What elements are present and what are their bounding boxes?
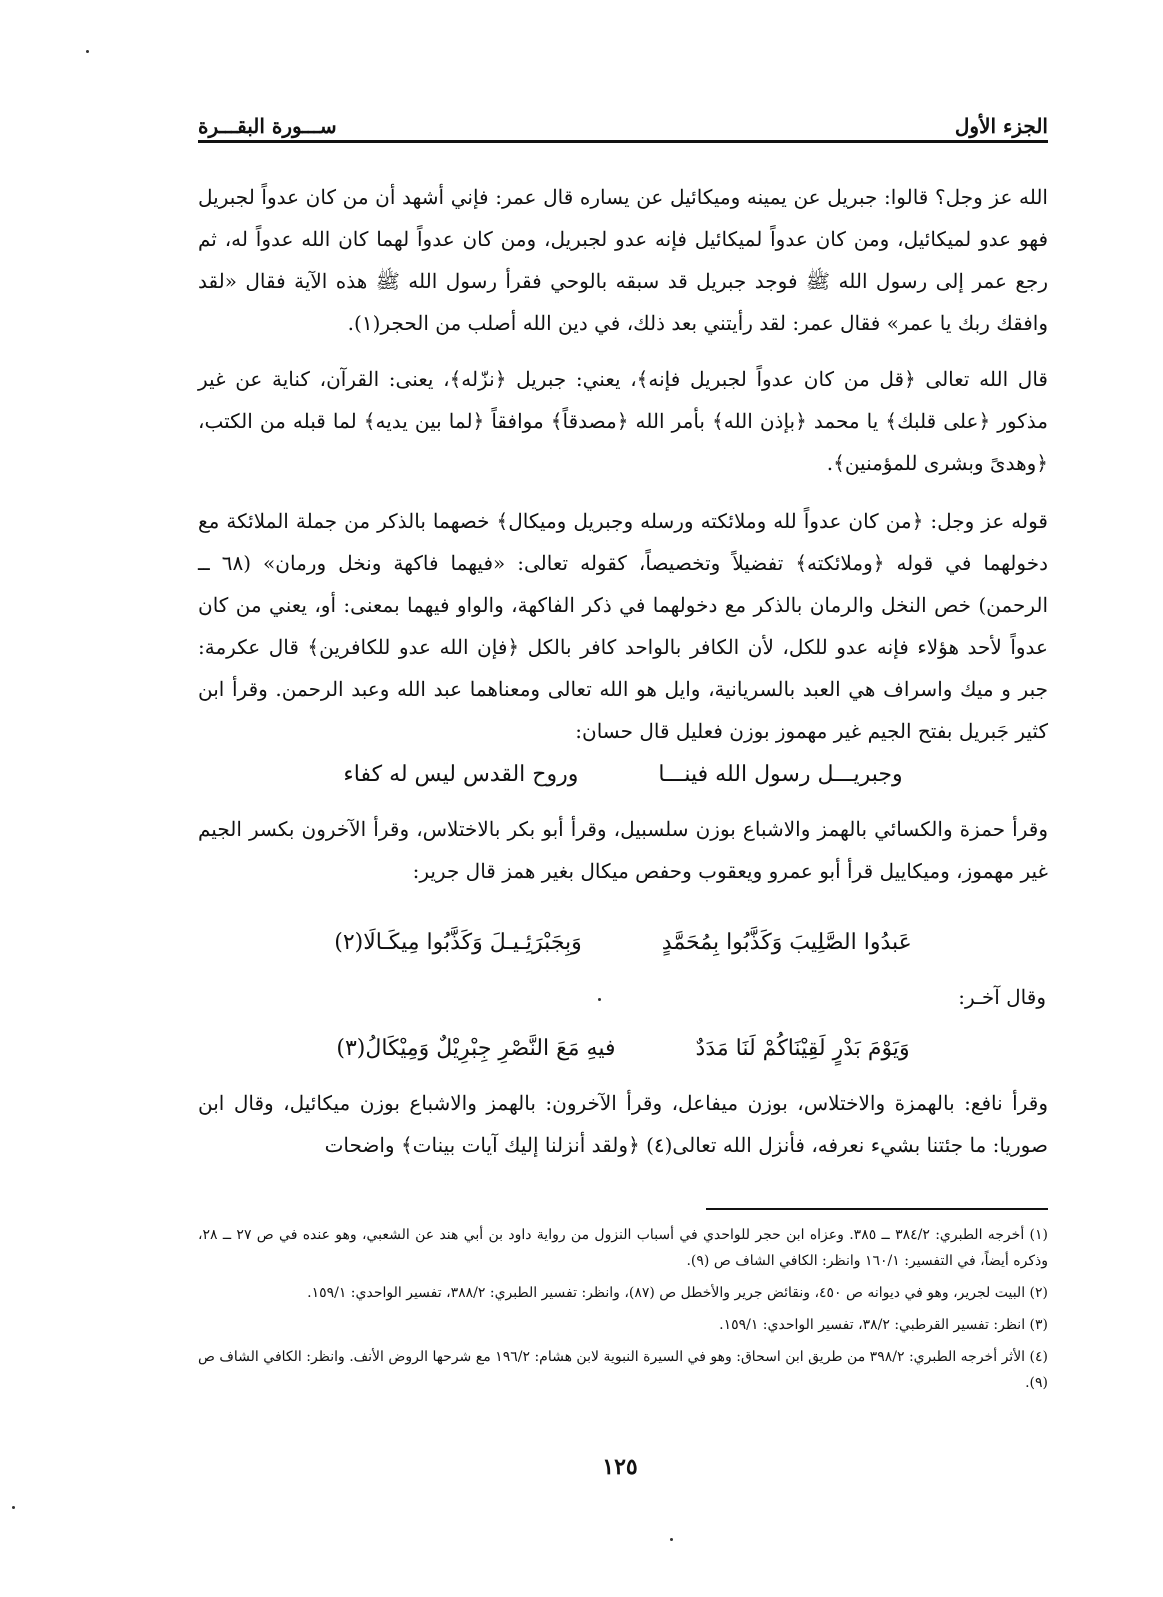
page-number: ١٢٥ xyxy=(602,1454,638,1480)
scan-speck xyxy=(670,1538,673,1541)
verse-first-hemistich: عَبدُوا الصَّلِيبَ وَكَذَّبُوا بِمُحَمَّدٍ xyxy=(661,929,912,955)
verse-second-hemistich: وروح القدس ليس له كفاء xyxy=(343,761,579,787)
surah-title: ســـورة البقـــرة xyxy=(198,114,337,138)
scan-speck xyxy=(598,998,601,1001)
header-rule xyxy=(198,140,1048,143)
verse-second-hemistich: فيهِ مَعَ النَّصْرِ جِبْرِيْلٌ وَمِيْكَالُ(٣) xyxy=(336,1035,616,1061)
footnote: (٣) انظر: تفسير القرطبي: ٣٨/٢، تفسير الواحدي: ١٥٩/١. xyxy=(719,1317,1048,1333)
running-header xyxy=(198,98,1048,138)
verse-first-hemistich: وجبريـــل رسول الله فينـــا xyxy=(658,761,903,787)
part-title: الجزء الأول xyxy=(954,114,1048,138)
poetry-verse xyxy=(198,920,1048,964)
footnote: (٤) الأثر أخرجه الطبري: ٣٩٨/٢ من طريق ابن اسحاق: وهو في السيرة النبوية لابن هشام: ١٩٦/٢ مع شرحها الروض الأنف. وانظر: الكافي الشاف ص (٩). xyxy=(198,1349,1049,1391)
paragraph: وقرأ نافع: بالهمزة والاختلاس، بوزن ميفاعل، وقرأ الآخرون: بالهمز والاشباع بوزن ميكائيل، وقال ابن صوريا: ما جئتنا بشيء نعرفه، فأنزل الله تعالى(٤) ﴿ولقد أنزلنا إليك آيات بينات﴾ واضحات xyxy=(198,1091,1048,1157)
scan-speck xyxy=(86,50,89,53)
paragraph: وقرأ حمزة والكسائي بالهمز والاشباع بوزن سلسبيل، وقرأ أبو بكر بالاختلاس، وقرأ الآخرون بكسر الجيم غير مهموز، وميكاييل قرأ أبو عمرو ويعقوب وحفص ميكال بغير همز قال جرير: xyxy=(198,817,1048,883)
paragraph: الله عز وجل؟ قالوا: جبريل عن يمينه وميكائيل عن يساره قال عمر: فإني أشهد أن من كان عدواً لجبريل فهو عدو لميكائيل، ومن كان عدواً لميكائيل فإنه عدو لجبريل، ومن كان عدواً لهما كان الله عدواً له، ثم رجع عمر إلى رسول الله ﷺ فوجد جبريل قد سبقه بالوحي فقرأ رسول الله ﷺ هذه الآية فقال «لقد وافقك ربك يا عمر» فقال عمر: لقد رأيتني بعد ذلك، في دين الله أصلب من الحجر(١). xyxy=(198,185,1048,335)
footnotes xyxy=(198,1222,1048,1402)
poetry-verse xyxy=(198,1026,1048,1070)
verse-first-hemistich: وَيَوْمَ بَدْرٍ لَقِيْنَاكُمْ لَنَا مَدَدٌ xyxy=(695,1035,910,1061)
paragraph: قوله عز وجل: ﴿من كان عدواً لله وملائكته ورسله وجبريل وميكال﴾ خصهما بالذكر من جملة الملائكة مع دخولهما في قوله ﴿وملائكته﴾ تفضيلاً وتخصيصاً، كقوله تعالى: «فيهما فاكهة ونخل ورمان» (٦٨ ــ الرحمن) خص النخل والرمان بالذكر مع دخولهما في ذكر الفاكهة، والواو فيهما بمعنى: أو، يعني من كان عدواً لأحد هؤلاء فإنه عدو للكل، لأن الكافر بالواحد كافر بالكل ﴿فإن الله عدو للكافرين﴾ قال عكرمة: جبر و ميك واسراف هي العبد بالسريانية، وايل هو الله تعالى ومعناهما عبد الله وعبد الرحمن. وقرأ ابن كثير جَبريل بفتح الجيم غير مهموز بوزن فعليل قال حسان: xyxy=(198,509,1049,743)
paragraph: قال الله تعالى ﴿قل من كان عدواً لجبريل فإنه﴾، يعني: جبريل ﴿نزّله﴾، يعنى: القرآن، كناية عن غير مذكور ﴿على قلبك﴾ يا محمد ﴿بإذن الله﴾ بأمر الله ﴿مصدقاً﴾ موافقاً ﴿لما بين يديه﴾ لما قبله من الكتب، ﴿وهدىً وبشرى للمؤمنين﴾. xyxy=(198,367,1048,475)
verse-intro: وقال آخـر: xyxy=(958,985,1046,1009)
poetry-verse xyxy=(198,752,1048,796)
scan-speck xyxy=(12,1506,15,1509)
footnote: (١) أخرجه الطبري: ٣٨٤/٢ ــ ٣٨٥. وعزاه ابن حجر للواحدي في أسباب النزول من رواية داود بن أبي هند عن الشعبي، وهو عنده في ص ٢٧ ــ ٢٨، وذكره أيضاً، في التفسير: ١٦٠/١ وانظر: الكافي الشاف ص (٩). xyxy=(198,1227,1048,1269)
footnote-separator xyxy=(706,1208,1048,1210)
footnote: (٢) البيت لجرير، وهو في ديوانه ص ٤٥٠، ونقائض جرير والأخطل ص (٨٧)، وانظر: تفسير الطبري: ٣٨٨/٢، تفسير الواحدي: ١٥٩/١. xyxy=(307,1285,1048,1301)
verse-second-hemistich: وَبِجَبْرَئِـيـلَ وَكَذَّبُوا مِيكَـالَا(٢) xyxy=(334,929,582,955)
